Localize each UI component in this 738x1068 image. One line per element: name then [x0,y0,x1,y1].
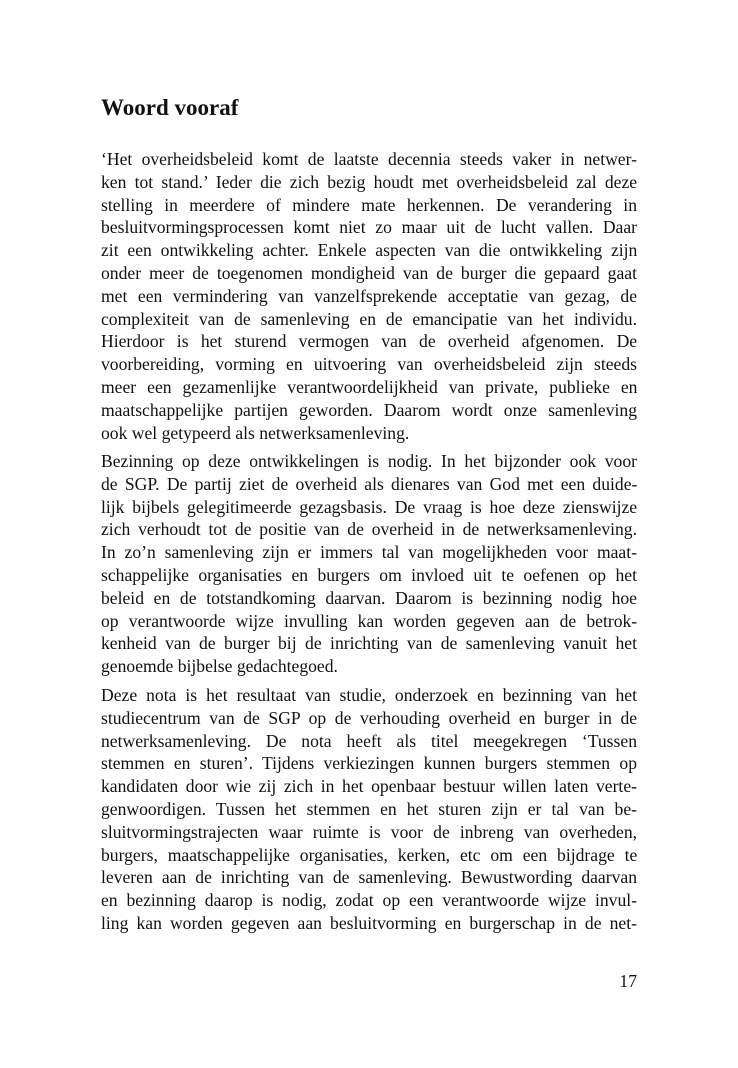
text-line: ling kan worden gegeven aan besluitvorming en burgerschap in de net- [101,912,637,933]
text-line: stemmen en sturen’. Tijdens verkiezingen kunnen burgers stemmen op [101,753,637,774]
text-line: ook wel getypeerd als netwerksamenleving. [101,422,410,443]
text-line: In zo’n samenleving zijn er immers tal van mogelijkheden voor maat- [101,542,637,563]
text-line: Hierdoor is het sturend vermogen van de overheid afgenomen. De [101,331,638,352]
text-line: zich verhoudt tot de positie van de overheid in de netwerksamenleving. [101,519,637,540]
text-line: de SGP. De partij ziet de overheid als dienares van God met een duide- [101,473,638,494]
text-line: genoemde bijbelse gedachtegoed. [101,656,338,677]
text-line: maatschappelijke partijen geworden. Daarom wordt onze samenleving [101,399,637,420]
text-line: beleid en de totstandkoming daarvan. Daarom is bezinning nodig hoe [101,587,637,608]
text-line: netwerksamenleving. De nota heeft als titel meegekregen ‘Tussen [101,730,637,751]
text-line: op verantwoorde wijze invulling kan worden gegeven aan de betrok- [101,610,638,631]
text-line: kandidaten door wie zij zich in het openbaar bestuur willen laten verte- [101,776,637,797]
page-number: 17 [619,971,637,991]
text-line: Bezinning op deze ontwikkelingen is nodig. In het bijzonder ook voor [101,451,638,471]
text-line: met een vermindering van vanzelfsprekende acceptatie van gezag, de [101,285,638,306]
text-line: ken tot stand.’ Ieder die zich bezig houdt met overheidsbeleid zal deze [101,171,638,192]
text-line: ‘Het overheidsbeleid komt de laatste decennia steeds vaker in netwer- [101,149,637,169]
text-line: lijk bijbels gelegitimeerde gezagsbasis. De vraag is hoe deze zienswijze [101,496,638,517]
text-line: genwoordigen. Tussen het stemmen en het sturen zijn er tal van be- [101,798,637,819]
text-line: zit een ontwikkeling achter. Enkele aspecten van die ontwikkeling zijn [101,240,638,261]
text-line: kenheid van de burger bij de inrichting van de samenleving vanuit het [101,633,637,654]
text-line: voorbereiding, vorming en uitvoering van overheidsbeleid zijn steeds [101,354,637,375]
text-line: burgers, maatschappelijke organisaties, kerken, etc om een bijdrage te [101,844,638,865]
paragraph-1 [101,148,637,444]
text-line: schappelijke organisaties en burgers om invloed uit te oefenen op het [101,564,637,585]
text-line: stelling in meerdere of mindere mate herkennen. De verandering in [101,194,637,215]
text-line: onder meer de toegenomen mondigheid van de burger die gepaard gaat [101,262,637,283]
text-line: meer een gezamenlijke verantwoordelijkheid van private, publieke en [101,376,638,397]
text-line: Deze nota is het resultaat van studie, onderzoek en bezinning van het [101,685,637,705]
text-line: besluitvormingsprocessen komt niet zo maar uit de lucht vallen. Daar [101,217,637,238]
text-line: en bezinning daarop is nodig, zodat op een verantwoorde wijze invul- [101,890,638,911]
text-line: studiecentrum van de SGP op de verhouding overheid en burger in de [101,707,638,728]
page-title: Woord vooraf [101,95,239,120]
text-line: complexiteit van de samenleving en de emancipatie van het individu. [101,308,637,329]
paragraph-2 [101,450,637,678]
paragraph-3 [101,684,637,935]
text-line: sluitvormingstrajecten waar ruimte is voor de inbreng van overheden, [101,821,638,842]
text-line: leveren aan de inrichting van de samenleving. Bewustwording daarvan [101,867,637,888]
